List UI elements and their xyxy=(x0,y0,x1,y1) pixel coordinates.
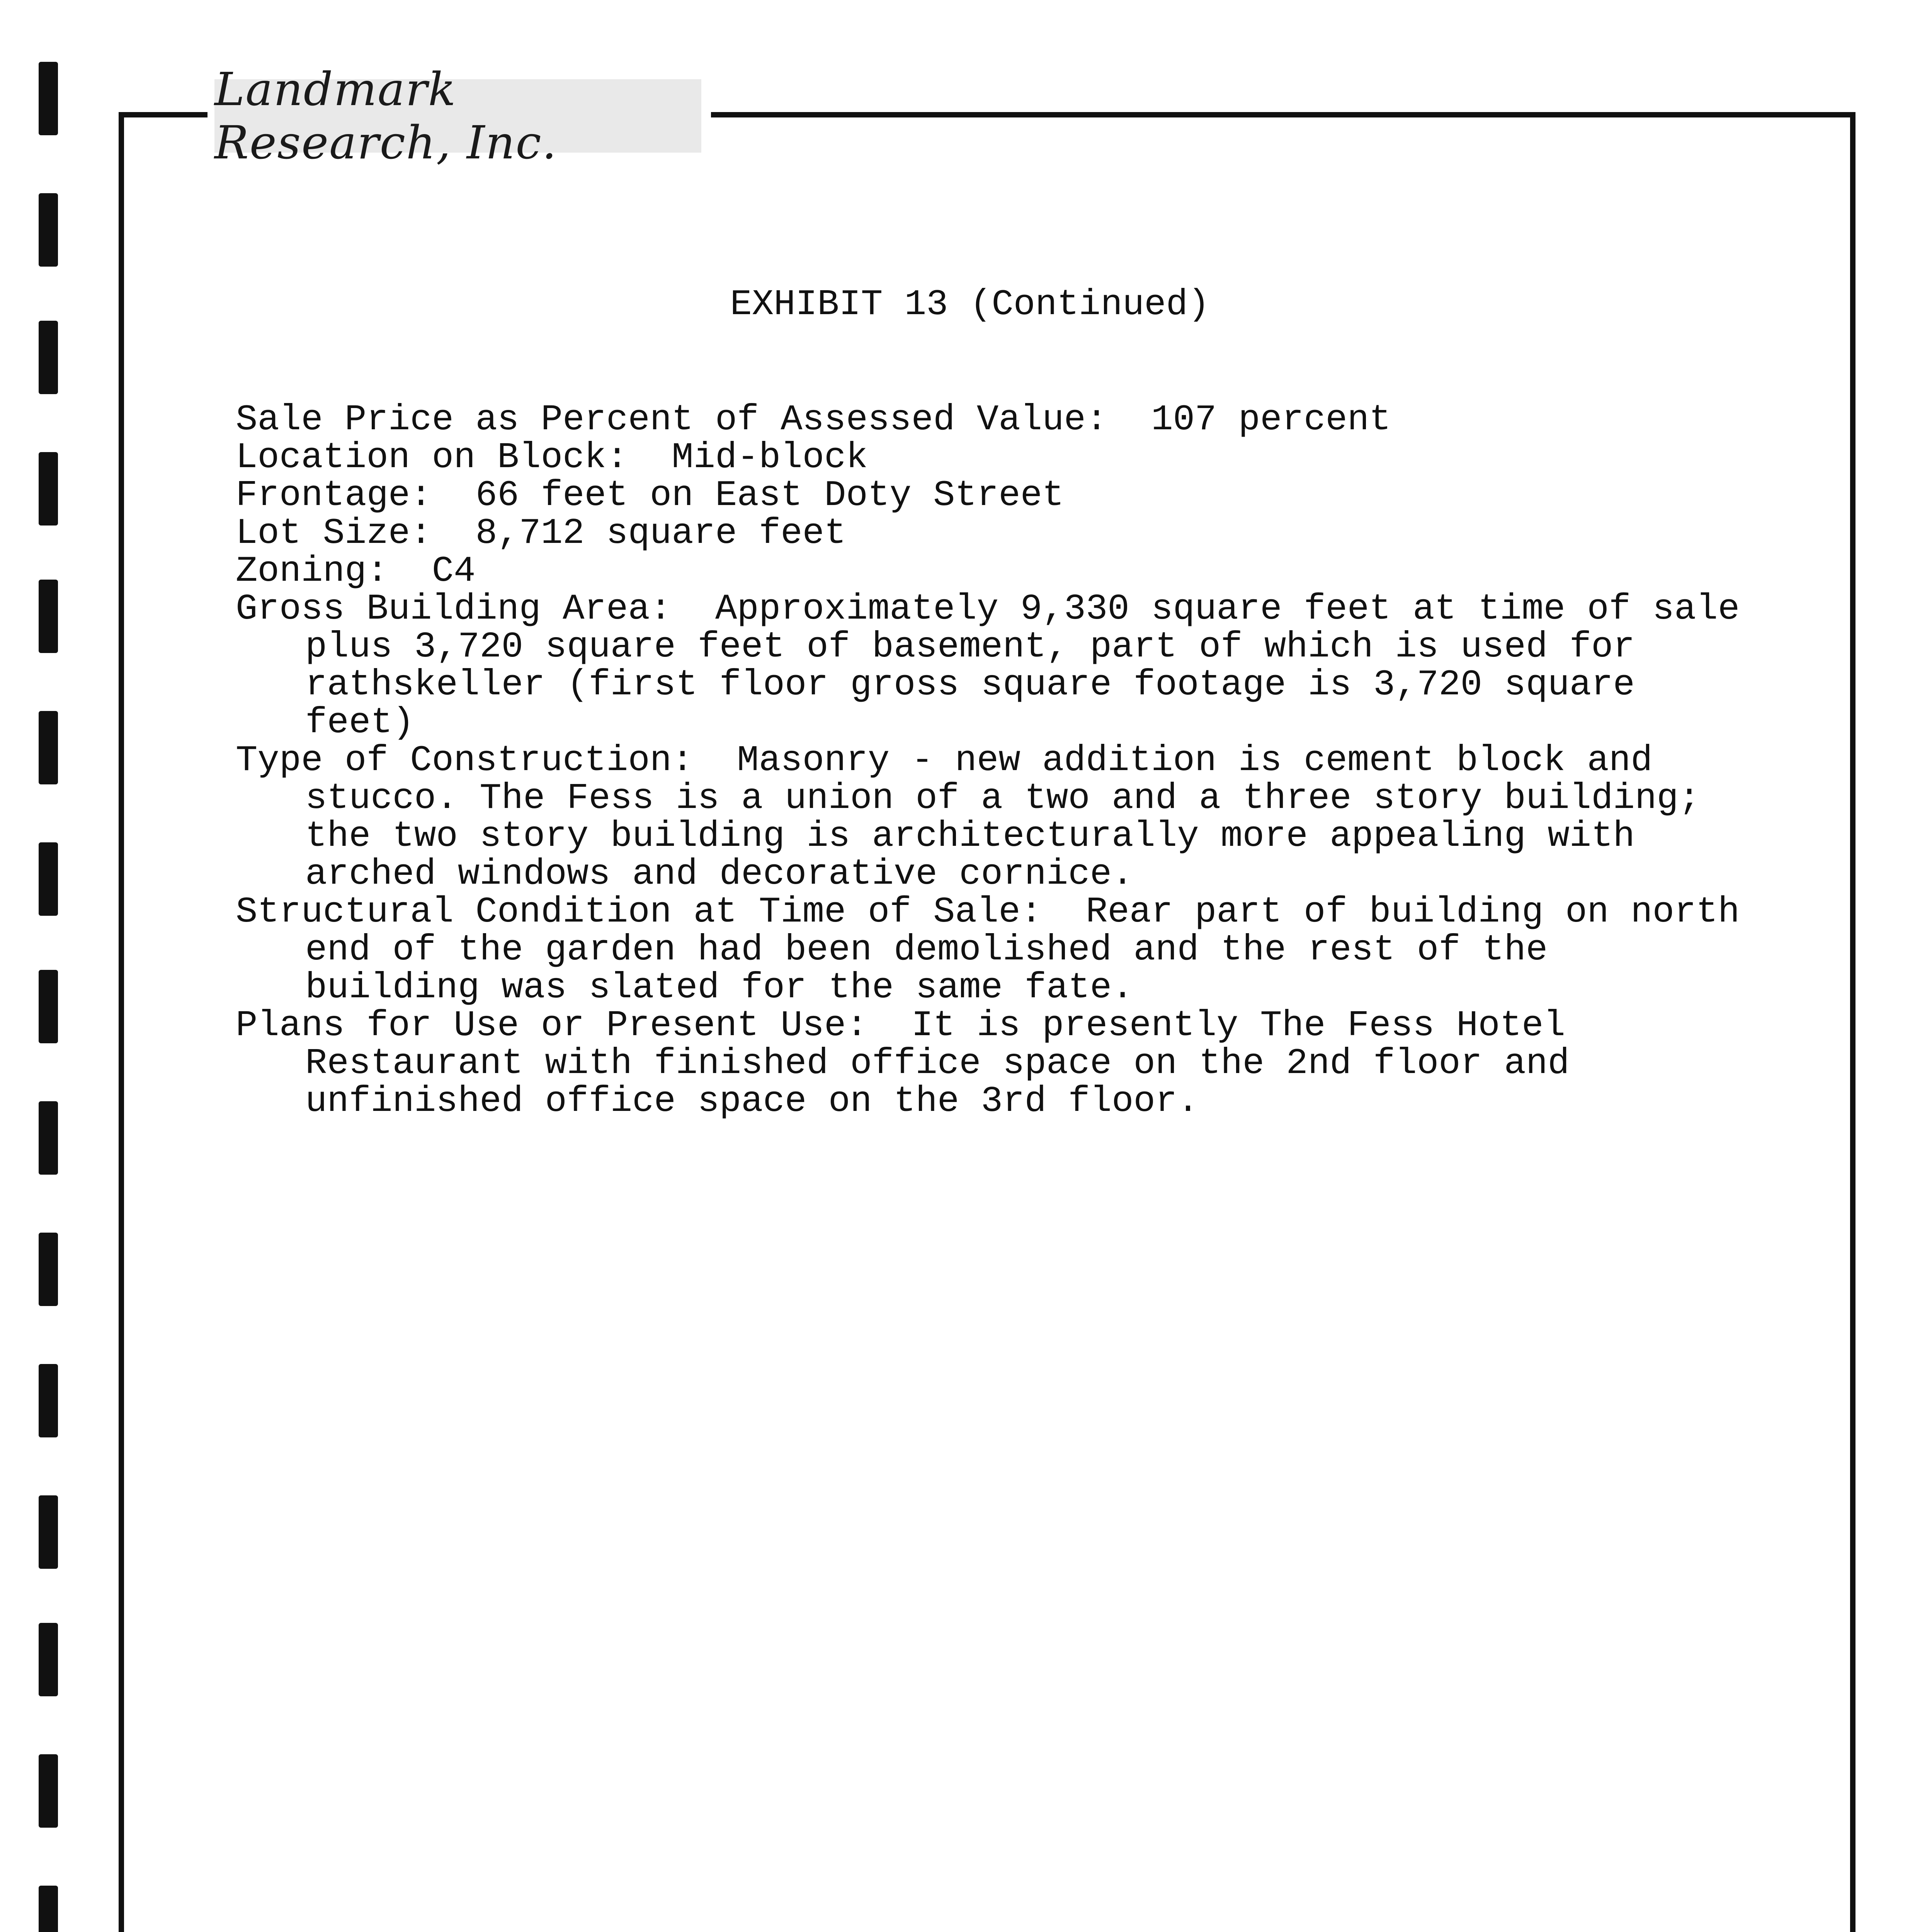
exhibit-title: EXHIBIT 13 (Continued) xyxy=(730,284,1210,325)
logo-text: Landmark Research, Inc. xyxy=(214,63,558,169)
document-body xyxy=(236,286,1743,1121)
entry-plans-for-use xyxy=(236,1007,1743,1121)
entry-frontage xyxy=(236,477,1743,515)
entry-value: 66 feet on East Doty Street xyxy=(475,475,1064,516)
entry-lot-size xyxy=(236,515,1743,553)
binding-hole xyxy=(39,1886,58,1932)
entry-value: It is presently The Fess Hotel Restaurant with finished office space on the 2nd floor and unfinished office space on the 3rd floor. xyxy=(305,1005,1570,1122)
binding-hole xyxy=(39,1754,58,1828)
entry-zoning xyxy=(236,553,1743,590)
binding-hole xyxy=(39,1623,58,1696)
binding-hole xyxy=(39,1101,58,1175)
frame-top-border xyxy=(711,112,1855,117)
company-logo xyxy=(214,63,701,169)
binding-hole xyxy=(39,1233,58,1306)
frame-left-border xyxy=(119,112,124,1932)
entry-label: Lot Size: xyxy=(236,513,432,554)
entry-label: Structural Condition at Time of Sale: xyxy=(236,892,1043,933)
frame-top-border xyxy=(119,112,207,117)
entry-value: Approximately 9,330 square feet at time of sale plus 3,720 square feet of basement, part of which is used for rathskeller (first floor gross square footage is 3,720 square feet) xyxy=(305,589,1740,743)
binding-hole xyxy=(39,1364,58,1437)
entry-label: Plans for Use or Present Use: xyxy=(236,1005,868,1046)
entry-label: Sale Price as Percent of Assessed Value: xyxy=(236,400,1108,440)
binding-hole xyxy=(39,970,58,1043)
entry-label: Frontage: xyxy=(236,475,432,516)
entry-value: 107 percent xyxy=(1151,400,1391,440)
binding-hole xyxy=(39,1495,58,1569)
entry-value: Rear part of building on north end of the garden had been demolished and the rest of the building was slated for the same fate. xyxy=(305,892,1740,1009)
binding-hole xyxy=(39,62,58,135)
entry-label: Location on Block: xyxy=(236,437,628,478)
entry-value: Masonry - new addition is cement block and stucco. The Fess is a union of a two and a three story building; the two story building is architecturally more appealing with arched windows and decorative cornice. xyxy=(305,740,1701,895)
binding-hole xyxy=(39,193,58,267)
entry-label: Gross Building Area: xyxy=(236,589,672,630)
entry-value: 8,712 square feet xyxy=(475,513,846,554)
binding-hole xyxy=(39,842,58,916)
entry-value: C4 xyxy=(432,551,476,592)
binding-hole xyxy=(39,452,58,526)
entry-gross-building-area xyxy=(236,590,1743,742)
binding-hole xyxy=(39,711,58,784)
entry-label: Type of Construction: xyxy=(236,740,694,781)
entry-label: Zoning: xyxy=(236,551,388,592)
entry-structural-condition xyxy=(236,893,1743,1007)
binding-hole xyxy=(39,321,58,394)
entry-location xyxy=(236,439,1743,477)
entry-value: Mid-block xyxy=(672,437,868,478)
binding-hole xyxy=(39,580,58,653)
entry-type-of-construction xyxy=(236,742,1743,893)
frame-right-border xyxy=(1850,112,1855,1932)
entry-sale-price xyxy=(236,401,1743,439)
